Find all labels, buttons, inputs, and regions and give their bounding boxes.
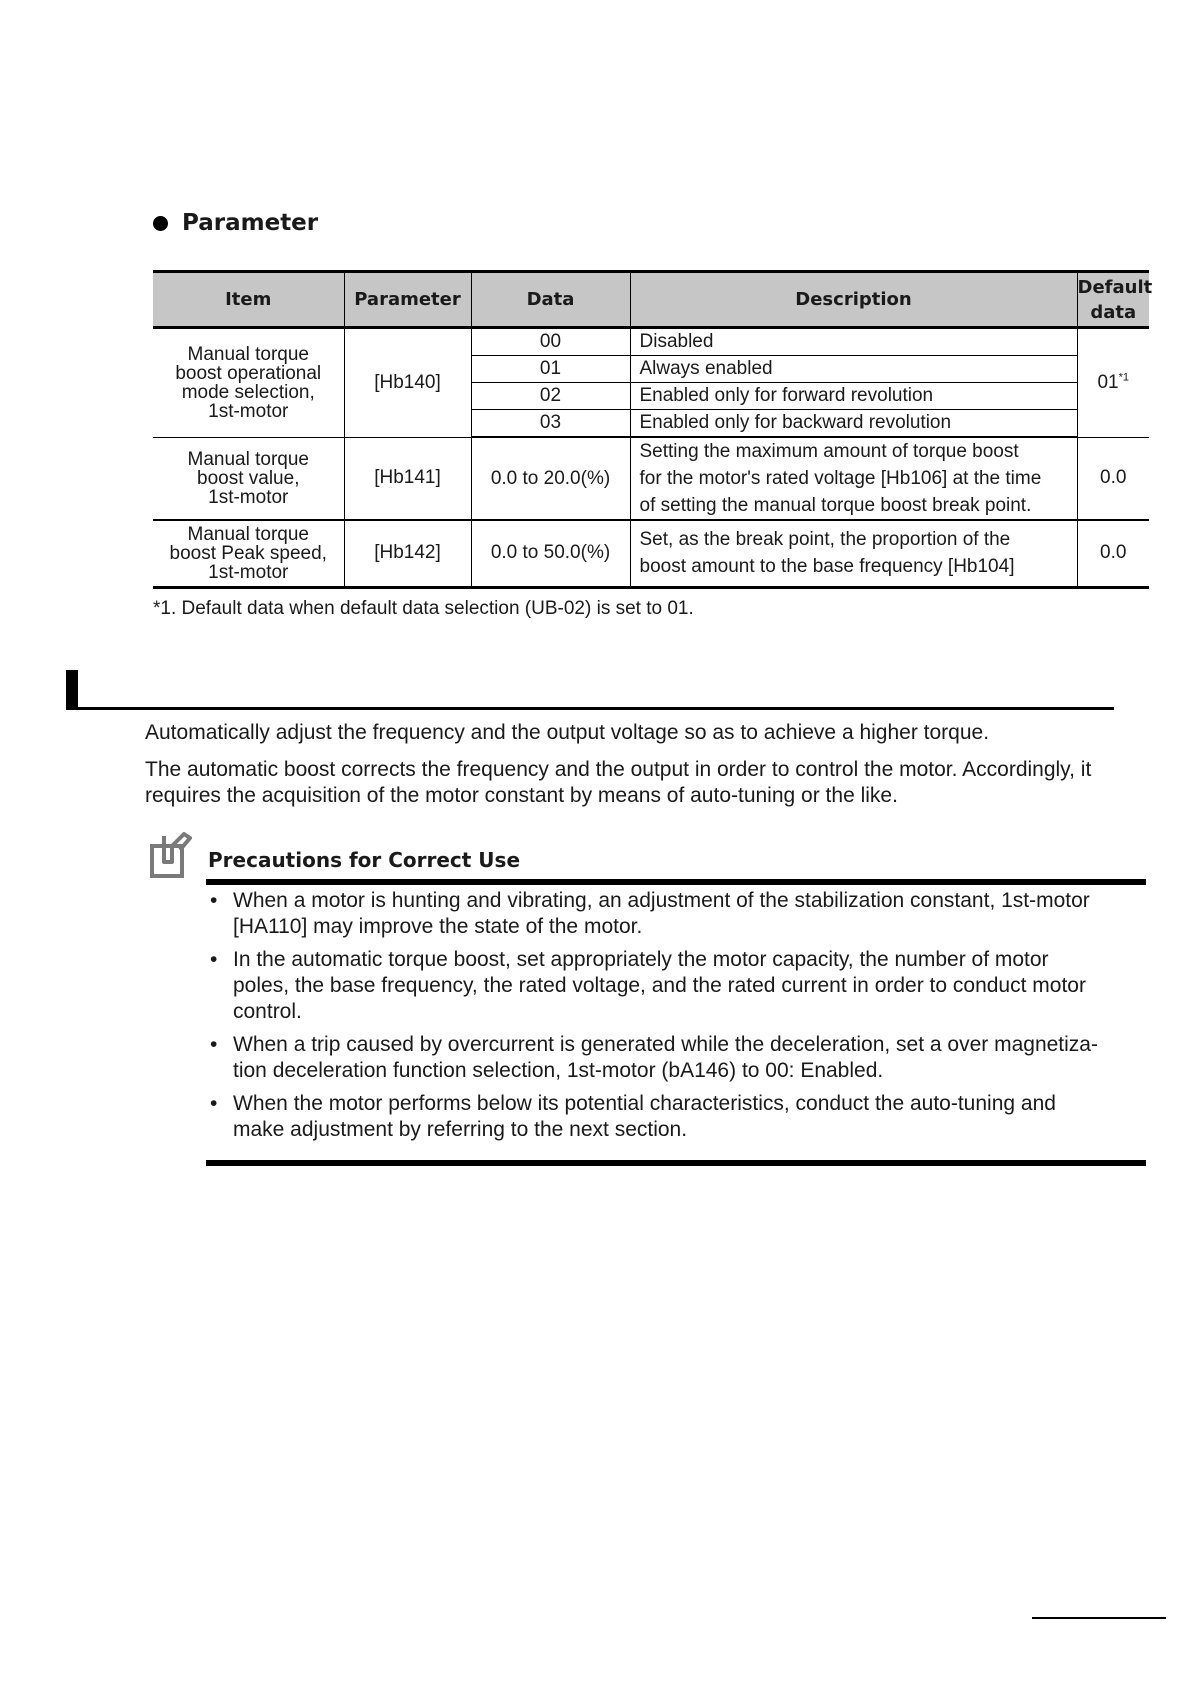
default-cell: 0.0 (1077, 437, 1149, 520)
table-footnote: *1. Default data when default data selection (UB-02) is set to 01. (153, 598, 694, 619)
header-default-line2: data (1090, 301, 1137, 323)
header-description: Description (630, 272, 1077, 328)
header-default-data (1077, 272, 1153, 328)
list-item: • When a motor is hunting and vibrating, an adjustment of the stabilization constant, 1st-motor [HA110] may improve the state of the motor. (208, 888, 1138, 940)
page-footer-rule (1032, 1617, 1166, 1619)
table-row (153, 437, 1149, 520)
bullet-icon (153, 216, 168, 231)
data-cell: 02 (471, 383, 630, 410)
data-cell: 00 (471, 328, 630, 356)
table-row (153, 520, 1149, 587)
intro-paragraph-2: The automatic boost corrects the frequency and the output in order to control the motor. Accordingly, it requires the acquisition of the motor constant by means of auto-tuning or the like. (145, 758, 1092, 807)
precaution-hand-icon (150, 832, 192, 878)
table-header-row (153, 272, 1149, 328)
list-item: • When a trip caused by overcurrent is generated while the deceleration, set a over magnetiza- tion deceleration function selection, 1st-motor (bA146) to 00: Enabled. (208, 1032, 1138, 1084)
precautions-top-rule (206, 879, 1146, 885)
heading-rule (66, 707, 1114, 710)
header-data: Data (471, 272, 630, 328)
header-default-line1: Default (1077, 276, 1153, 298)
list-item: • When the motor performs below its potential characteristics, conduct the auto-tuning and make adjustment by referring to the next section. (208, 1091, 1138, 1143)
list-item: • In the automatic torque boost, set appropriately the motor capacity, the number of motor poles, the base frequency, the rated voltage, and the rated current in order to conduct motor control. (208, 947, 1138, 1025)
header-item: Item (153, 272, 344, 328)
parameter-heading (153, 210, 318, 236)
data-cell: 0.0 to 20.0(%) (471, 437, 630, 520)
header-parameter: Parameter (344, 272, 471, 328)
table-row (153, 328, 1149, 356)
intro-paragraph-1: Automatically adjust the frequency and the output voltage so as to achieve a higher torque. (145, 721, 990, 744)
parameter-cell: [Hb140] (344, 328, 471, 438)
parameter-heading-text: Parameter (182, 210, 319, 236)
parameter-cell: [Hb141] (344, 437, 471, 520)
parameter-table (153, 270, 1153, 589)
item-cell-hb141: Manual torque boost value, 1st-motor (153, 437, 344, 520)
data-cell: 03 (471, 410, 630, 438)
description-cell: Enabled only for backward revolution (630, 410, 1077, 438)
parameter-cell: [Hb142] (344, 520, 471, 587)
item-cell-hb140: Manual torque boost operational mode selection, 1st-motor (153, 328, 344, 438)
default-cell: 01$^{*1}$ (1077, 328, 1149, 438)
item-cell-hb142: Manual torque boost Peak speed, 1st-motor (153, 520, 344, 587)
data-cell: 0.0 to 50.0(%) (471, 520, 630, 587)
heading-marker (66, 670, 78, 709)
description-cell: Disabled (630, 328, 1077, 356)
description-cell: Setting the maximum amount of torque boost for the motor's rated voltage [Hb106] at the time of setting the manual torque boost break point. (630, 437, 1077, 520)
precautions-bottom-rule (206, 1160, 1146, 1166)
data-cell: 01 (471, 356, 630, 383)
description-cell: Always enabled (630, 356, 1077, 383)
description-cell: Enabled only for forward revolution (630, 383, 1077, 410)
precautions-list (208, 888, 1138, 1150)
precautions-title: Precautions for Correct Use (208, 848, 521, 872)
default-cell: 0.0 (1077, 520, 1149, 587)
footnote-ref: *1 (1118, 371, 1130, 384)
description-cell: Set, as the break point, the proportion of the boost amount to the base frequency [Hb104] (630, 520, 1077, 587)
